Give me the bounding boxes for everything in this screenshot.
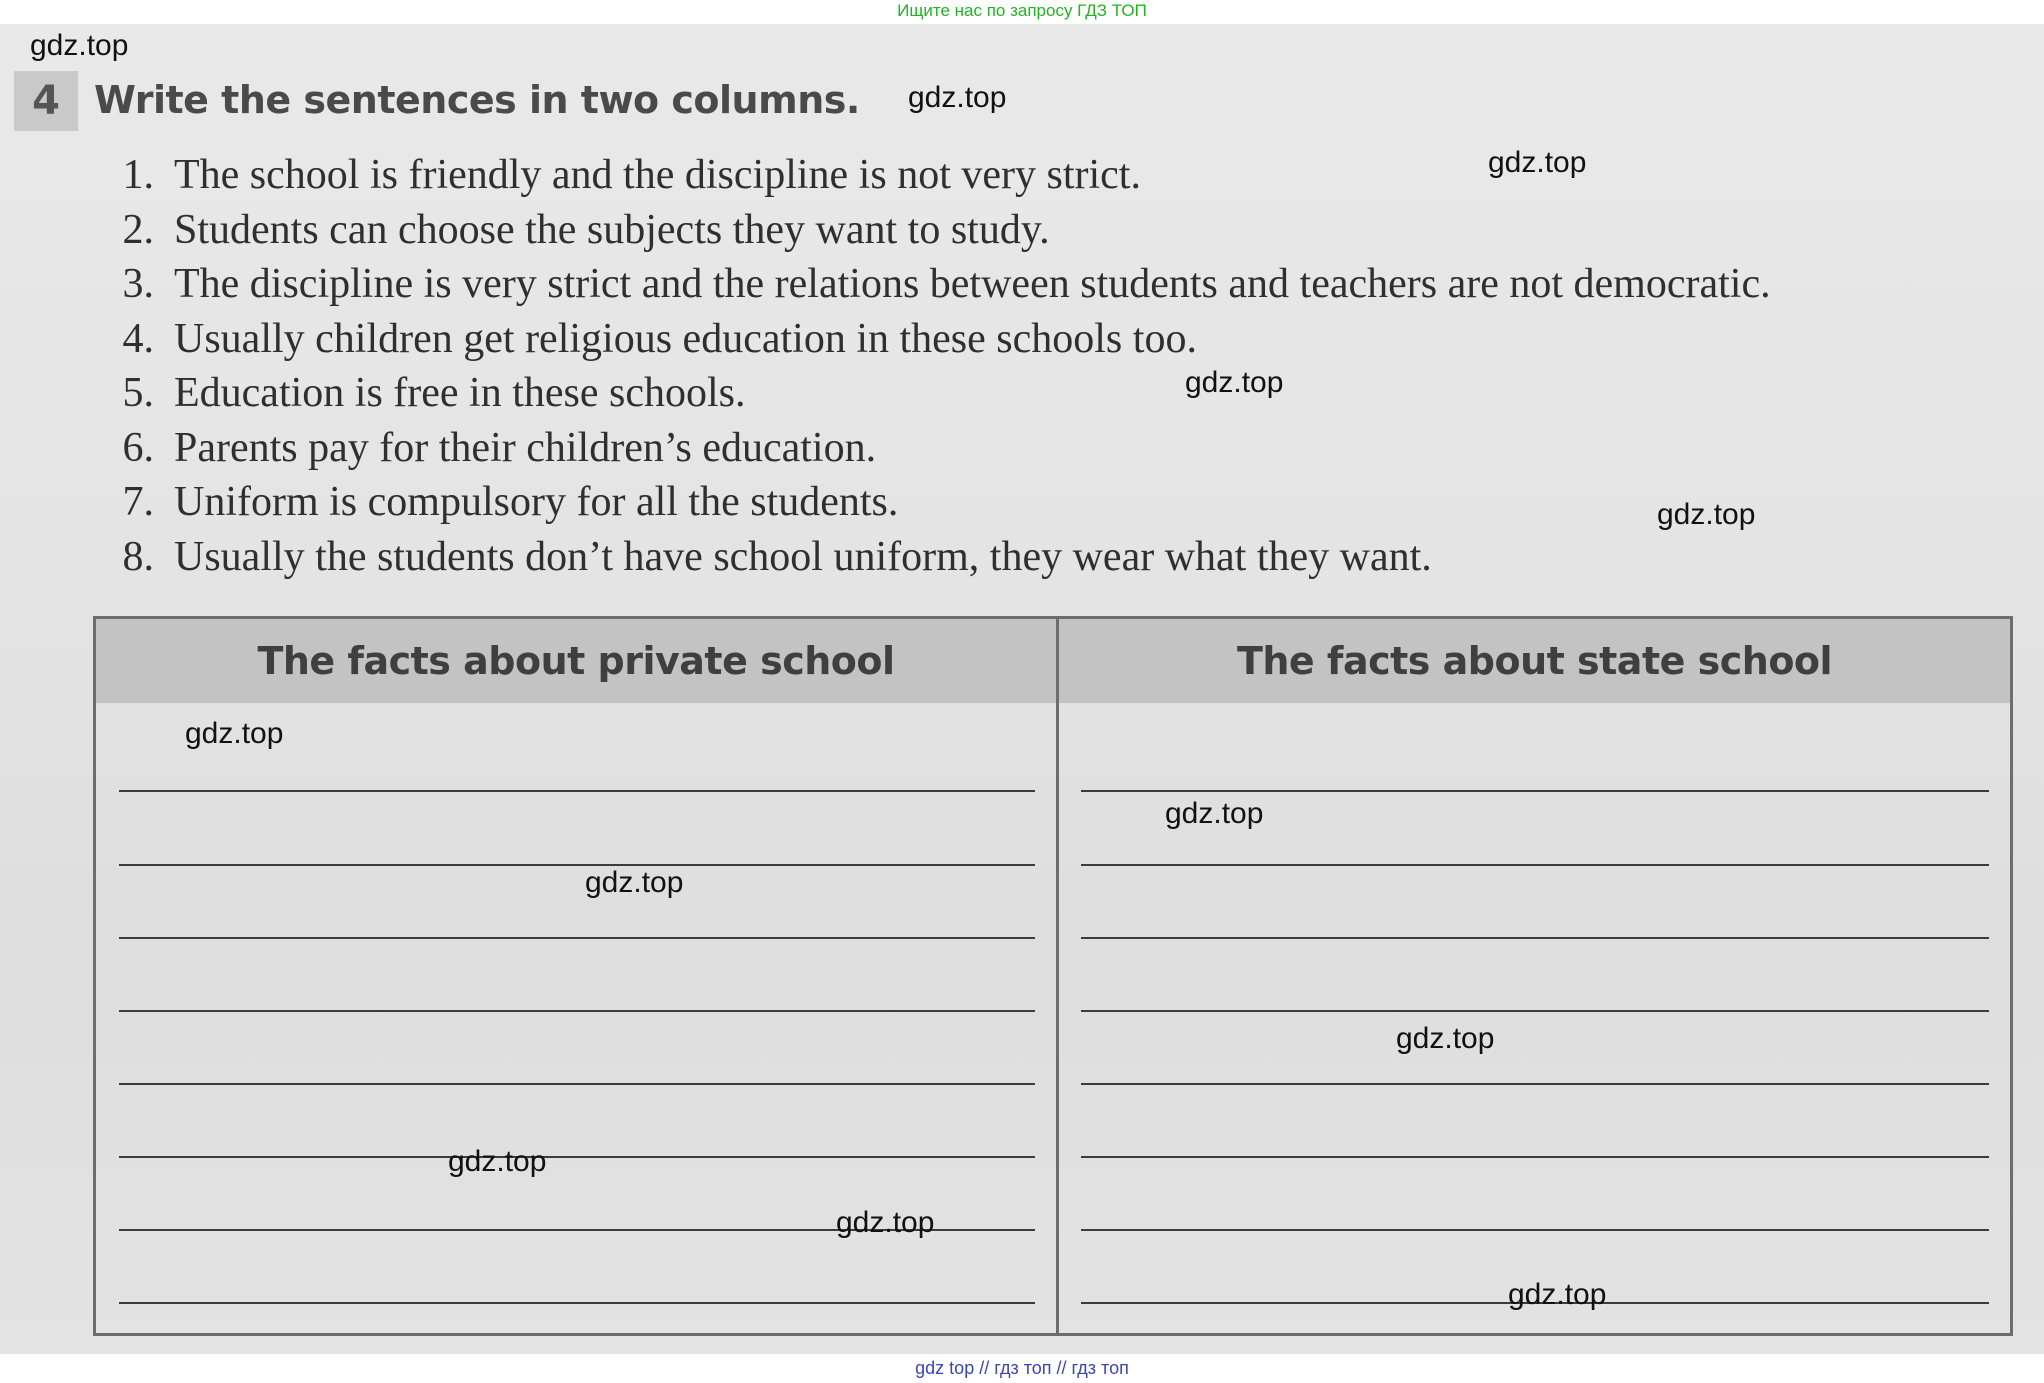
sentence-item: 5. Education is free in these schools. xyxy=(122,370,746,416)
answer-line-private[interactable] xyxy=(119,790,1035,792)
sentence-item: 4. Usually children get religious education in these schools too. xyxy=(122,315,1197,362)
watermark: gdz.top xyxy=(448,1145,547,1178)
answer-line-private[interactable] xyxy=(119,1010,1035,1012)
sentence-list xyxy=(88,148,1771,584)
watermark: gdz.top xyxy=(1657,498,1756,531)
watermark: gdz.top xyxy=(1488,146,1587,179)
answer-line-private[interactable] xyxy=(119,1302,1035,1304)
watermark: gdz.top xyxy=(1508,1278,1607,1311)
answer-line-state[interactable] xyxy=(1081,1156,1989,1158)
watermark: gdz.top xyxy=(30,29,129,62)
column-header-state: The facts about state school xyxy=(1236,639,1833,683)
answer-line-private[interactable] xyxy=(119,1156,1035,1158)
sentence-item: 3. The discipline is very strict and the relations between students and teachers are not democratic. xyxy=(122,261,1771,307)
answer-line-private[interactable] xyxy=(119,864,1035,866)
sentence-item: 1. The school is friendly and the discipline is not very strict. xyxy=(122,152,1141,198)
watermark: gdz.top xyxy=(1185,366,1284,399)
answer-line-state[interactable] xyxy=(1081,1010,1989,1012)
watermark: gdz.top xyxy=(1165,797,1264,830)
watermark: gdz.top xyxy=(1396,1022,1495,1055)
watermark: gdz.top xyxy=(185,717,284,750)
answer-line-private[interactable] xyxy=(119,937,1035,939)
answer-table xyxy=(93,616,2013,1336)
task-number: 4 xyxy=(14,71,78,131)
sentence-item: 7. Uniform is compulsory for all the students. xyxy=(122,479,899,525)
watermark: gdz.top xyxy=(908,81,1007,114)
watermark: gdz.top xyxy=(585,866,684,899)
column-header-private: The facts about private school xyxy=(257,639,895,683)
sentence-item: 6. Parents pay for their children’s education. xyxy=(122,424,877,471)
column-divider xyxy=(1056,619,1059,1333)
answer-line-state[interactable] xyxy=(1081,1083,1989,1085)
answer-line-state[interactable] xyxy=(1081,790,1989,792)
task-title: Write the sentences in two columns. xyxy=(94,78,860,122)
sentence-item: 2. Students can choose the subjects they want to study. xyxy=(122,206,1050,253)
top-banner[interactable]: Ищите нас по запросу ГДЗ ТОП xyxy=(0,0,2044,24)
answer-line-state[interactable] xyxy=(1081,864,1989,866)
answer-line-private[interactable] xyxy=(119,1083,1035,1085)
answer-line-state[interactable] xyxy=(1081,1229,1989,1231)
sentence-item: 8. Usually the students don’t have school uniform, they wear what they want. xyxy=(122,533,1432,580)
watermark: gdz.top xyxy=(836,1206,935,1239)
answer-line-state[interactable] xyxy=(1081,937,1989,939)
show-through-text xyxy=(1060,40,1069,78)
footer-links[interactable]: gdz top // гдз топ // гдз топ xyxy=(0,1354,2044,1383)
